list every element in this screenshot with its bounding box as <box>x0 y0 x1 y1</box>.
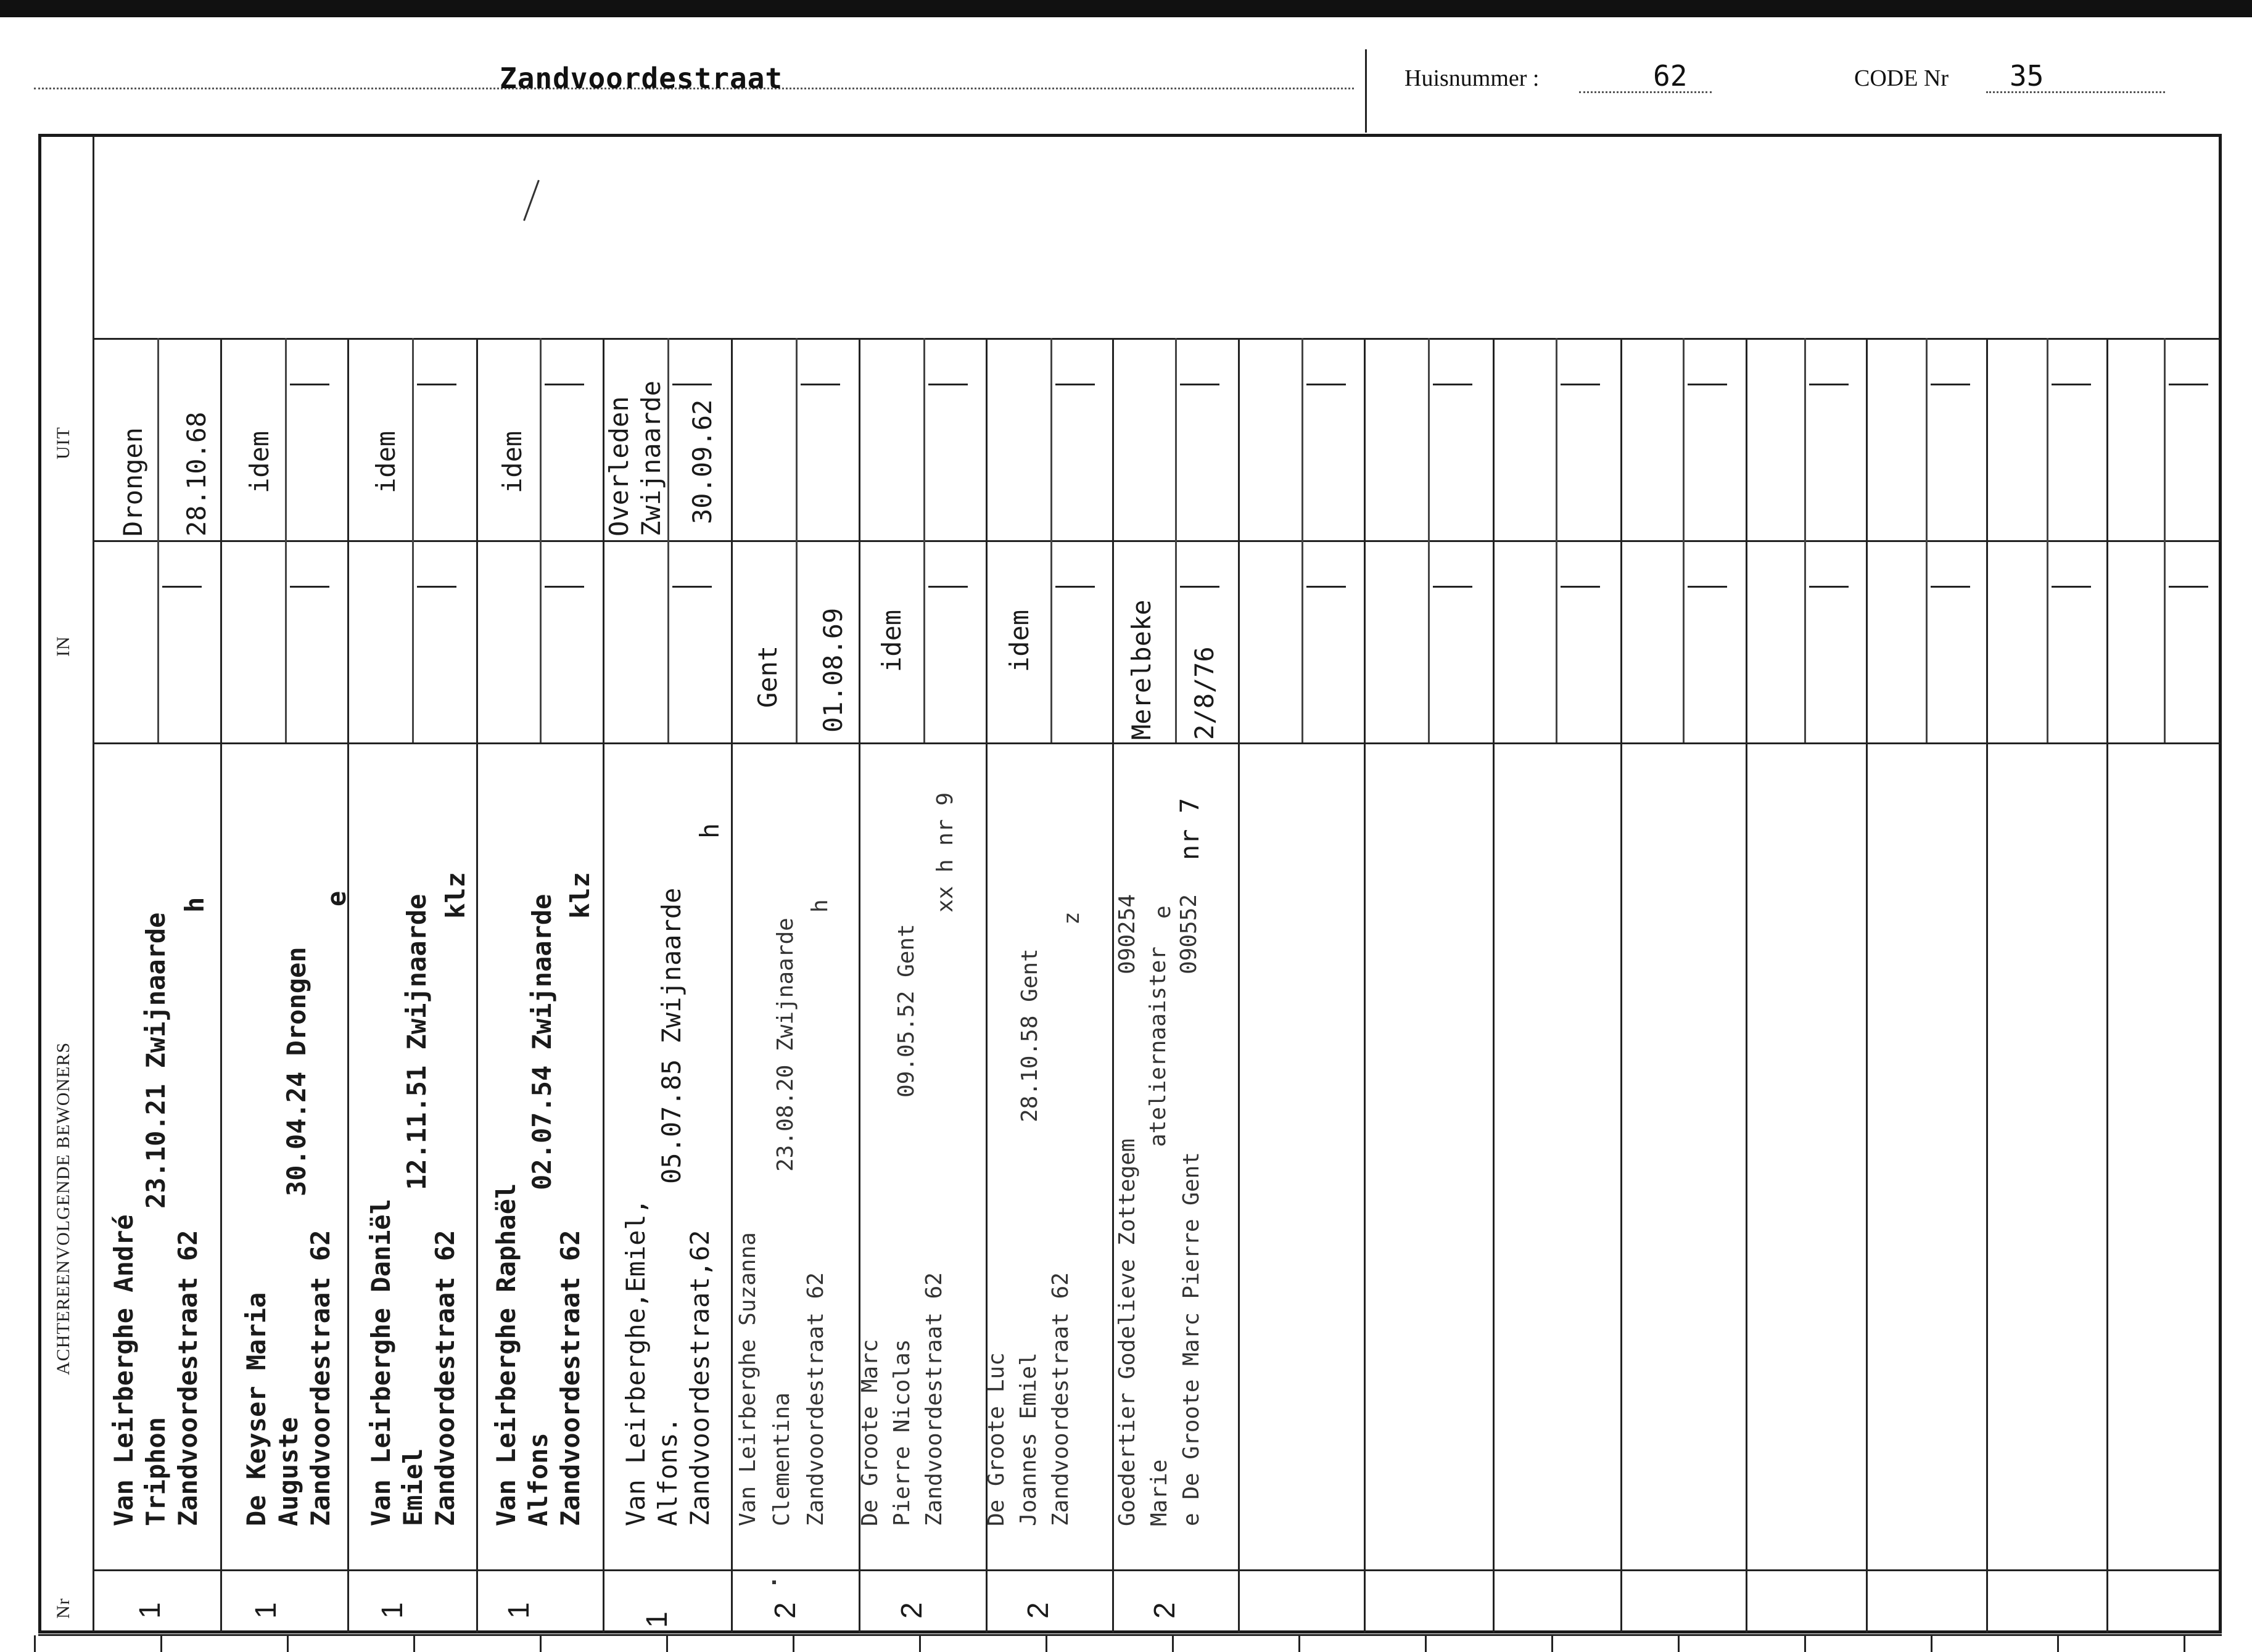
resident-name-line: Van Leirberghe Raphaël <box>491 1183 521 1526</box>
sub-column-divider <box>1683 338 1685 742</box>
out-place: Overleden <box>604 396 634 536</box>
scan-mark <box>772 1580 776 1584</box>
bottom-tick <box>540 1635 542 1652</box>
row-nr: 1 <box>376 1602 409 1619</box>
empty-dash <box>1688 384 1727 385</box>
bottom-tick <box>413 1635 415 1652</box>
resident-name-line: Alfons. <box>653 1416 683 1526</box>
resident-code: 090552 <box>1176 894 1202 974</box>
sub-column-divider <box>1301 338 1303 742</box>
resident-name-line: Van Leirberghe André <box>109 1214 139 1526</box>
bottom-tick <box>2184 1635 2185 1652</box>
bottom-tick <box>287 1635 289 1652</box>
nr-label: Nr <box>53 1598 73 1619</box>
column-divider <box>731 338 733 1633</box>
bottom-tick <box>1931 1635 1932 1652</box>
resident-house-nr: nr 7 <box>1174 797 1205 860</box>
empty-dash <box>162 586 202 588</box>
resident-name-line: De Groote Luc <box>984 1352 1009 1526</box>
resident-birth: 09.05.52 Gent <box>894 924 919 1098</box>
bottom-tick <box>919 1635 921 1652</box>
label-column-divider <box>93 136 94 1631</box>
house-number-value: 62 <box>1653 59 1688 92</box>
bottom-tick <box>1172 1635 1174 1652</box>
out-place: Drongen <box>118 427 148 536</box>
sub-column-divider <box>1050 338 1052 742</box>
sub-column-divider <box>1926 338 1928 742</box>
resident-address: Zandvoordestraat 62 <box>305 1230 336 1526</box>
row-nr: 1 <box>503 1602 535 1619</box>
resident-name-line: Alfons <box>523 1432 553 1526</box>
resident-mark: h <box>695 823 725 839</box>
resident-address: Zandvoordestraat 62 <box>430 1230 460 1526</box>
resident-address: Zandvoordestraat 62 <box>922 1272 947 1526</box>
bottom-tick <box>793 1635 794 1652</box>
bottom-tick <box>1678 1635 1680 1652</box>
column-divider <box>1746 338 1747 1633</box>
resident-mark: h <box>807 899 833 913</box>
residents-label: ACHTEREENVOLGENDE BEWONERS <box>53 1042 73 1375</box>
house-number-label: Huisnummer : <box>1404 65 1540 91</box>
in-label: IN <box>53 636 73 657</box>
resident-name-line: Van Leirberghe,Emiel, <box>621 1198 651 1526</box>
resident-occupation: ateliernaaister <box>1145 946 1171 1147</box>
sub-column-divider <box>412 338 414 742</box>
resident-name-line: Triphon <box>141 1416 171 1526</box>
resident-name-line: Van Leirberghe Suzanna <box>735 1232 761 1526</box>
resident-address: Zandvoordestraat 62 <box>555 1230 585 1526</box>
bottom-tick <box>160 1635 162 1652</box>
in-place: idem <box>876 609 907 672</box>
resident-name-line: Van Leirberghe Daniël <box>366 1198 396 1526</box>
row-nr: 2 <box>896 1602 928 1619</box>
resident-name-line: Emiel <box>398 1448 428 1526</box>
top-border-bar <box>0 0 2252 17</box>
empty-dash <box>928 384 968 385</box>
empty-dash <box>545 384 584 385</box>
empty-dash <box>290 384 329 385</box>
row-nr: 1 <box>641 1611 674 1628</box>
sub-column-divider <box>540 338 542 742</box>
code-value: 35 <box>2010 59 2044 92</box>
sub-column-divider <box>667 338 669 742</box>
sub-column-divider <box>2047 338 2048 742</box>
sub-column-divider <box>923 338 925 742</box>
empty-dash <box>801 384 840 385</box>
sub-column-divider <box>796 338 798 742</box>
resident-name-line: Auguste <box>273 1416 303 1526</box>
empty-dash <box>1561 586 1600 588</box>
sub-column-divider <box>285 338 287 742</box>
resident-name-line: Marie <box>1147 1459 1172 1526</box>
column-divider <box>1493 338 1495 1633</box>
resident-mark: e <box>321 890 352 906</box>
resident-mark: e <box>1150 905 1176 919</box>
resident-address: e De Groote Marc Pierre Gent <box>1179 1152 1204 1526</box>
column-divider <box>1112 338 1114 1633</box>
house-number-dotted-line <box>1579 91 1712 93</box>
empty-dash <box>2169 586 2208 588</box>
sub-column-divider <box>1556 338 1557 742</box>
empty-dash <box>1931 586 1970 588</box>
empty-dash <box>672 586 712 588</box>
nr-top-line <box>93 1569 2221 1571</box>
bottom-tick <box>1804 1635 1806 1652</box>
bottom-tick <box>1551 1635 1553 1652</box>
resident-mark: z <box>1059 911 1084 925</box>
empty-dash <box>1055 586 1095 588</box>
resident-mark: klz <box>565 872 595 919</box>
empty-dash <box>1180 384 1219 385</box>
resident-birth: 02.07.54 Zwijnaarde <box>527 894 557 1190</box>
empty-dash <box>545 586 584 588</box>
resident-birth: 12.11.51 Zwijnaarde <box>402 894 432 1190</box>
column-divider <box>476 338 478 1633</box>
empty-dash <box>1306 384 1346 385</box>
code-label: CODE Nr <box>1854 65 1949 91</box>
resident-birth: 28.10.58 Gent <box>1017 948 1042 1122</box>
resident-birth: 05.07.85 Zwijnaarde <box>656 887 687 1184</box>
row-nr: 2 <box>1149 1602 1181 1619</box>
out-place-2: Zwijnaarde <box>636 380 666 536</box>
empty-dash <box>2052 384 2091 385</box>
resident-birth: 30.04.24 Drongen <box>281 947 311 1196</box>
column-divider <box>1364 338 1366 1633</box>
out-place: idem <box>244 430 274 493</box>
resident-address: Zandvoordestraat 62 <box>1048 1272 1073 1526</box>
bottom-tick <box>1298 1635 1300 1652</box>
in-place: Merelbeke <box>1126 599 1157 740</box>
empty-dash <box>417 384 456 385</box>
empty-dash <box>1180 586 1219 588</box>
in-place: idem <box>1004 609 1034 672</box>
empty-dash <box>1433 384 1472 385</box>
resident-address: Zandvoordestraat 62 <box>173 1230 203 1526</box>
resident-name-line: Joannes Emiel <box>1016 1352 1041 1526</box>
column-divider <box>2106 338 2108 1633</box>
bottom-tick <box>2057 1635 2059 1652</box>
bottom-tick <box>34 1635 36 1652</box>
empty-dash <box>1809 586 1849 588</box>
in-place: Gent <box>753 645 783 708</box>
empty-dash <box>672 384 712 385</box>
out-place: idem <box>497 430 527 493</box>
column-divider <box>1866 338 1868 1633</box>
empty-dash <box>290 586 329 588</box>
row-nr: 2 <box>769 1602 802 1619</box>
resident-name-line: Pierre Nicolas <box>889 1339 915 1526</box>
row-nr: 2 <box>1022 1602 1055 1619</box>
out-date: 28.10.68 <box>181 411 212 536</box>
out-place: idem <box>371 430 401 493</box>
column-divider <box>1620 338 1622 1633</box>
bottom-tick <box>1046 1635 1047 1652</box>
empty-dash <box>1055 384 1095 385</box>
empty-dash <box>1561 384 1600 385</box>
sub-column-divider <box>1804 338 1806 742</box>
street-name: Zandvoordestraat <box>500 62 783 95</box>
bottom-tick <box>666 1635 668 1652</box>
sub-column-divider <box>157 338 159 742</box>
in-date: 01.08.69 <box>818 607 848 733</box>
uit-label: UIT <box>53 427 73 459</box>
column-divider <box>1986 338 1988 1633</box>
column-divider <box>347 338 349 1633</box>
column-divider <box>220 338 222 1633</box>
out-date: 30.09.62 <box>687 399 717 524</box>
empty-dash <box>1433 586 1472 588</box>
resident-mark: klz <box>440 872 471 919</box>
resident-name-line: Clementina <box>769 1392 794 1526</box>
row-nr: 1 <box>250 1602 283 1619</box>
in-date: 2/8/76 <box>1189 646 1219 740</box>
resident-code-extra: 090254 <box>1115 894 1140 974</box>
resident-mark: h <box>179 897 210 913</box>
row-nr: 1 <box>134 1602 167 1619</box>
empty-dash <box>2052 586 2091 588</box>
resident-name-line: De Keyser Maria <box>241 1292 271 1526</box>
resident-birth: 23.08.20 Zwijnaarde <box>773 918 798 1172</box>
residents-top-line <box>93 742 2221 744</box>
sub-column-divider <box>1428 338 1430 742</box>
resident-mark: xx h nr 9 <box>933 792 958 913</box>
column-divider <box>1238 338 1240 1633</box>
resident-birth: 23.10.21 Zwijnaarde <box>141 912 171 1209</box>
sub-column-divider <box>1175 338 1177 742</box>
bottom-tick <box>1425 1635 1427 1652</box>
empty-dash <box>1809 384 1849 385</box>
resident-name-line: De Groote Marc <box>857 1339 883 1526</box>
header-divider <box>1365 49 1367 133</box>
resident-name-line: Goedertier Godelieve Zottegem <box>1115 1138 1140 1526</box>
empty-dash <box>1306 586 1346 588</box>
empty-dash <box>1931 384 1970 385</box>
resident-address: Zandvoordestraat,62 <box>685 1230 715 1526</box>
bottom-line <box>38 1634 2222 1636</box>
empty-dash <box>2169 384 2208 385</box>
sub-column-divider <box>2164 338 2166 742</box>
empty-dash <box>417 586 456 588</box>
empty-dash <box>1688 586 1727 588</box>
resident-address: Zandvoordestraat 62 <box>803 1272 828 1526</box>
empty-dash <box>928 586 968 588</box>
